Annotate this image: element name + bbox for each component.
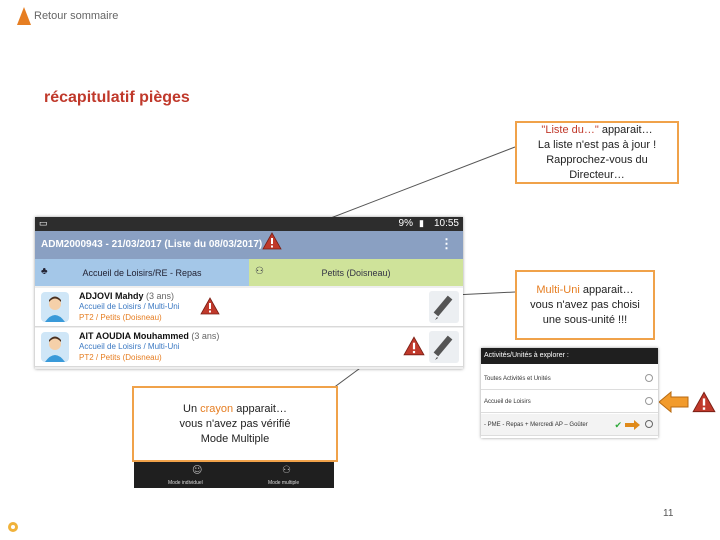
row-activity: Accueil de Loisirs / Multi-Uni [79,342,180,351]
radio-icon[interactable] [645,420,653,428]
pencil-icon[interactable] [429,291,459,323]
person-icon [41,332,69,362]
tab-activity-icon: ♣ [41,266,48,277]
multiple-mode-label: Mode multiple [268,480,300,486]
warning-icon [262,232,282,250]
arrow-icon [659,391,689,413]
callout-crayon-line1: Un crayon apparait… [183,402,287,415]
individual-mode-icon[interactable]: ☺ [192,465,203,476]
warning-icon [692,391,716,413]
screen-icon: ▭ [39,218,48,228]
callout-crayon [132,386,338,462]
tabs [35,259,463,286]
back-link[interactable] [16,6,118,26]
multiple-mode-icon[interactable]: ⚇ [282,465,291,476]
app-screenshot [35,217,463,369]
panel-header: Activités/Unités à explorer : [481,348,658,364]
row-name: AIT AOUDIA Mouhammed (3 ans) [79,331,220,341]
page-number: 11 [663,508,674,519]
radio-icon[interactable] [645,397,653,405]
panel-row[interactable]: Toutes Activités et Unités [481,368,658,390]
status-time: 10:55 [433,218,459,229]
callout-crayon-line2: vous n'avez pas vérifié [179,417,291,430]
person-icon [41,292,69,322]
app-bar-title: ADM2000943 - 21/03/2017 (Liste du 08/03/2017) [41,239,263,250]
pencil-icon[interactable] [429,331,459,363]
callout-list-line2: La liste n'est pas à jour ! [537,138,657,151]
callout-list [515,121,679,184]
callout-multi [515,270,655,340]
panel-row[interactable]: Accueil de Loisirs [481,391,658,413]
units-panel [481,348,658,438]
list-item[interactable] [35,288,463,327]
page-title: récapitulatif pièges [44,89,190,106]
list-item[interactable] [35,328,463,367]
row-name: ADJOVI Mahdy (3 ans) [79,291,175,301]
battery-icon: ▮ [419,218,424,228]
callout-crayon-line3: Mode Multiple [200,432,270,445]
callout-multi-line2: vous n'avez pas choisi [530,298,640,311]
tab-activity[interactable] [35,259,249,286]
app-bar [35,231,463,259]
status-bar [35,217,463,231]
callout-list-line3: Rapprochez-vous du Directeur… [546,153,648,181]
callout-multi-line1: Multi-Uni apparait… [536,283,634,296]
tab-activity-label: Accueil de Loisirs/RE - Repas [82,267,202,278]
check-icon: ✔ [614,420,622,430]
more-vert-icon[interactable]: ⋮ [440,236,453,251]
warning-icon [403,336,425,356]
battery-level: 9% [398,218,413,229]
back-label: Retour sommaire [34,10,119,22]
row-activity: Accueil de Loisirs / Multi-Uni [79,302,180,311]
arrow-icon [625,420,641,430]
mode-toolbar [134,462,334,488]
panel-row[interactable]: - PME - Repas + Mercredi AP – Goûter ✔ [481,414,658,436]
tab-unit-label: Petits (Doisneau) [321,267,391,278]
row-unit: PT2 / Petits (Doisneau) [79,313,162,322]
row-unit: PT2 / Petits (Doisneau) [79,353,162,362]
radio-icon[interactable] [645,374,653,382]
tab-unit-icon: ⚇ [255,266,264,277]
bullet-icon [7,521,19,533]
callout-multi-line3: une sous-unité !!! [542,313,628,326]
warning-icon [200,297,220,315]
tab-unit[interactable] [249,259,463,286]
triangle-logo-icon [16,6,32,26]
callout-list-line1: "Liste du…" apparait… [541,123,653,136]
individual-mode-label: Mode individuel [168,480,203,486]
